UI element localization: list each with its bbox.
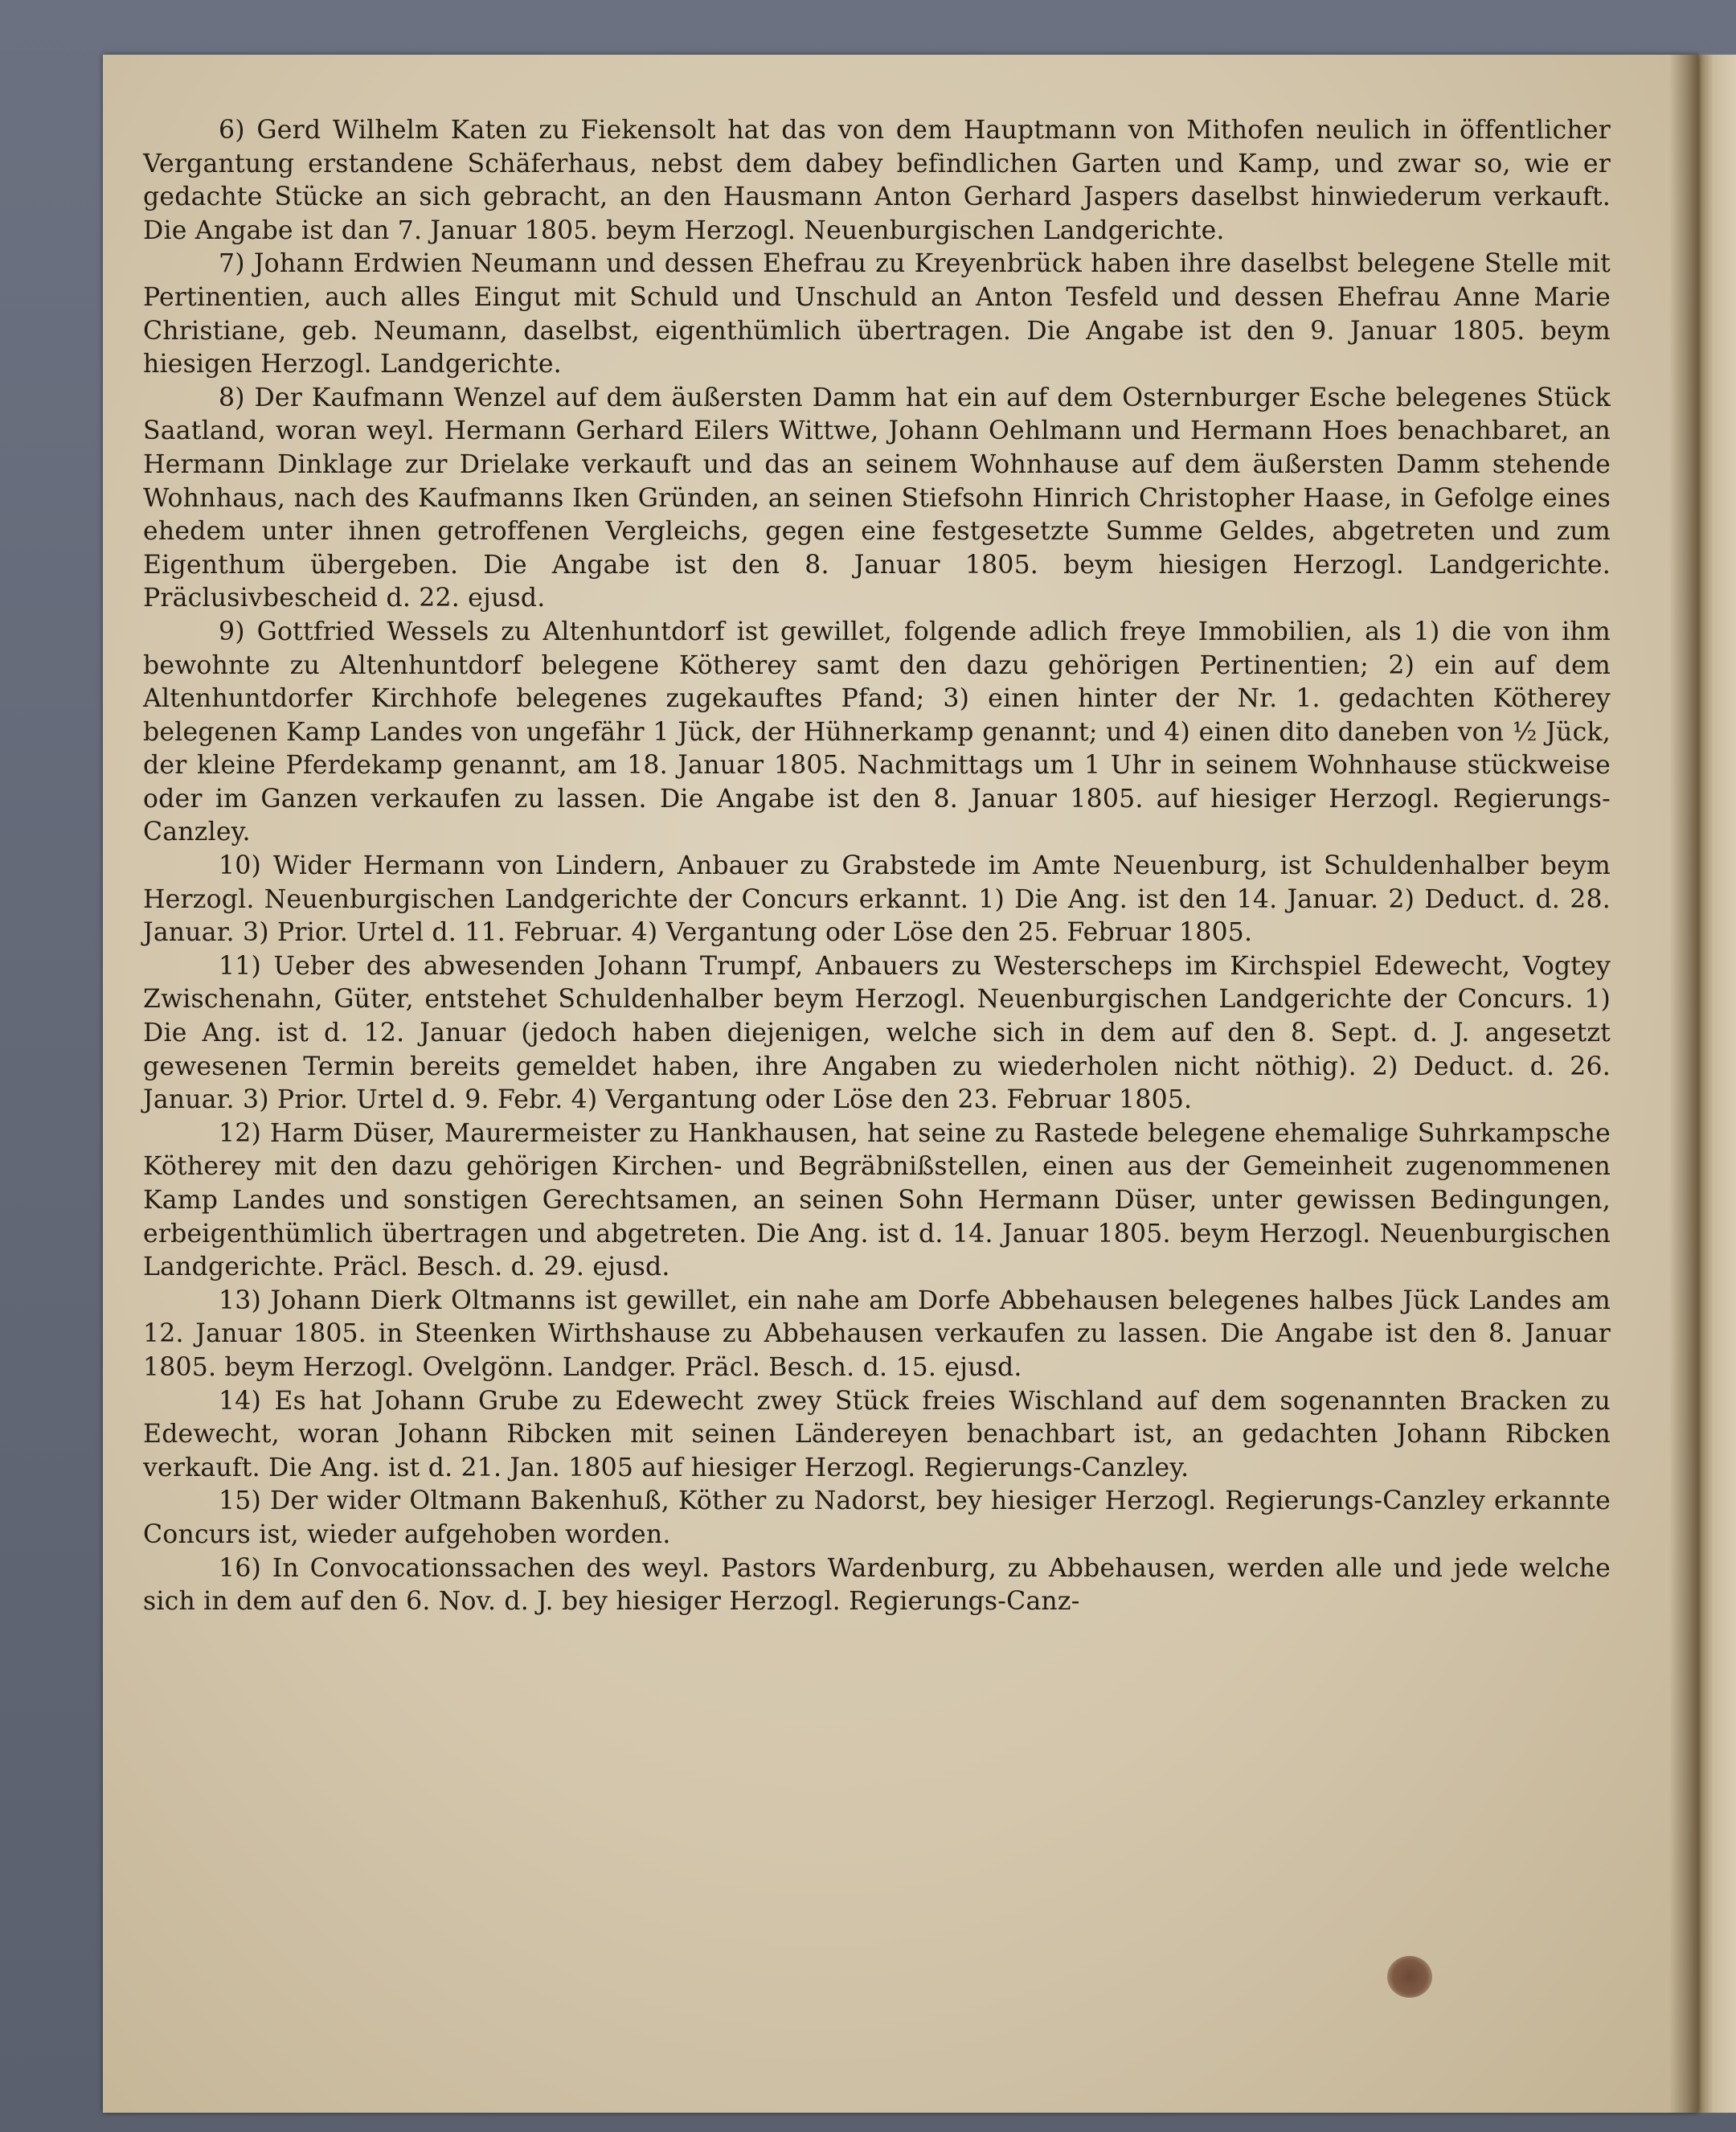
notice-9: 9) Gottfried Wessels zu Altenhuntdorf ist gewillet, folgende adlich freye Immobilien, als 1) die von ihm bewohnte zu Altenhuntdorf belegene Kötherey samt den dazu gehörigen Pertinentien; 2) ein auf dem Altenhuntdorfer Kirchhofe belegenes zugekauftes Pfand; 3) einen hinter der Nr. 1. gedachten Kötherey belegenen Kamp Landes von ungefähr 1 Jück, der Hühnerkamp genannt; und 4) einen dito daneben von ½ Jück, der kleine Pferdekamp genannt, am 18. Januar 1805. Nachmittags um 1 Uhr in seinem Wohnhause stückweise oder im Ganzen verkaufen zu lassen. Die Angabe ist den 8. Januar 1805. auf hiesiger Herzogl. Regierungs-Canzley. bbox=[143, 617, 1611, 847]
notice-11: 11) Ueber des abwesenden Johann Trumpf, Anbauers zu Westerscheps im Kirchspiel Edewecht, Vogtey Zwischenahn, Güter, entstehet Schuldenhalber beym Herzogl. Neuenburgischen Landgerichte der Concurs. 1) Die Ang. ist d. 12. Januar (jedoch haben diejenigen, welche sich in dem auf den 8. Sept. d. J. angesetzt gewesenen Termin bereits gemeldet haben, ihre Angaben zu wiederholen nicht nöthig). 2) Deduct. d. 26. Januar. 3) Prior. Urtel d. 9. Febr. 4) Vergantung oder Löse den 23. Februar 1805. bbox=[143, 951, 1611, 1115]
notice-13: 13) Johann Dierk Oltmanns ist gewillet, ein nahe am Dorfe Abbehausen belegenes halbes Jück Landes am 12. Januar 1805. in Steenken Wirthshause zu Abbehausen verkaufen zu lassen. Die Angabe ist den 8. Januar 1805. beym Herzogl. Ovelgönn. Landger. Präcl. Besch. d. 15. ejusd. bbox=[143, 1285, 1611, 1382]
notice-12: 12) Harm Düser, Maurermeister zu Hankhausen, hat seine zu Rastede belegene ehemalige Suhrkampsche Kötherey mit den dazu gehörigen Kirchen- und Begräbnißstellen, einen aus der Gemeinheit zugenommenen Kamp Landes und sonstigen Gerechtsamen, an seinen Sohn Hermann Düser, unter gewissen Bedingungen, erbeigenthümlich übertragen und abgetreten. Die Ang. ist d. 14. Januar 1805. beym Herzogl. Neuenburgischen Landgerichte. Präcl. Besch. d. 29. ejusd. bbox=[143, 1118, 1611, 1282]
notice-7: 7) Johann Erdwien Neumann und dessen Ehefrau zu Kreyenbrück haben ihre daselbst belegene Stelle mit Pertinentien, auch alles Eingut mit Schuld und Unschuld an Anton Tesfeld und dessen Ehefrau Anne Marie Christiane, geb. Neumann, daselbst, eigenthümlich übertragen. Die Angabe ist den 9. Januar 1805. beym hiesigen Herzogl. Landgerichte. bbox=[143, 249, 1611, 379]
facing-page-edge bbox=[1698, 55, 1736, 2113]
ink-stain bbox=[1387, 1956, 1432, 1998]
notice-8: 8) Der Kaufmann Wenzel auf dem äußersten Damm hat ein auf dem Osternburger Esche belegenes Stück Saatland, woran weyl. Hermann Gerhard Eilers Wittwe, Johann Oehlmann und Hermann Hoes benachbaret, an Hermann Dinklage zur Drielake verkauft und das an seinem Wohnhause auf dem äußersten Damm stehende Wohnhaus, nach des Kaufmanns Iken Gründen, an seinen Stiefsohn Hinrich Christopher Haase, in Gefolge eines ehedem unter ihnen getroffenen Vergleichs, gegen eine festgesetzte Summe Geldes, abgetreten und zum Eigenthum übergeben. Die Angabe ist den 8. Januar 1805. beym hiesigen Herzogl. Landgerichte. Präclusivbescheid d. 22. ejusd. bbox=[143, 383, 1611, 613]
document-body bbox=[143, 114, 1611, 1883]
notice-15: 15) Der wider Oltmann Bakenhuß, Köther zu Nadorst, bey hiesiger Herzogl. Regierungs-Canzley erkannte Concurs ist, wieder aufgehoben worden. bbox=[143, 1486, 1611, 1549]
page-gutter-shadow bbox=[1669, 55, 1698, 2113]
notice-16: 16) In Convocationssachen des weyl. Pastors Wardenburg, zu Abbehausen, werden alle und jede welche sich in dem auf den 6. Nov. d. J. bey hiesiger Herzogl. Regierungs-Canz- bbox=[143, 1553, 1611, 1617]
notice-6: 6) Gerd Wilhelm Katen zu Fiekensolt hat das von dem Hauptmann von Mithofen neulich in öffentlicher Vergantung erstandene Schäferhaus, nebst dem dabey befindlichen Garten und Kamp, und zwar so, wie er gedachte Stücke an sich gebracht, an den Hausmann Anton Gerhard Jaspers daselbst hinwiederum verkauft. Die Angabe ist dan 7. Januar 1805. beym Herzogl. Neuenburgischen Landgerichte. bbox=[143, 116, 1611, 245]
notice-10: 10) Wider Hermann von Lindern, Anbauer zu Grabstede im Amte Neuenburg, ist Schuldenhalber beym Herzogl. Neuenburgischen Landgerichte der Concurs erkannt. 1) Die Ang. ist den 14. Januar. 2) Deduct. d. 28. Januar. 3) Prior. Urtel d. 11. Februar. 4) Vergantung oder Löse den 25. Februar 1805. bbox=[143, 851, 1611, 948]
notice-14: 14) Es hat Johann Grube zu Edewecht zwey Stück freies Wischland auf dem sogenannten Bracken zu Edewecht, woran Johann Ribcken mit seinen Ländereyen benachbart ist, an gedachten Johann Ribcken verkauft. Die Ang. ist d. 21. Jan. 1805 auf hiesiger Herzogl. Regierungs-Canzley. bbox=[143, 1386, 1611, 1482]
